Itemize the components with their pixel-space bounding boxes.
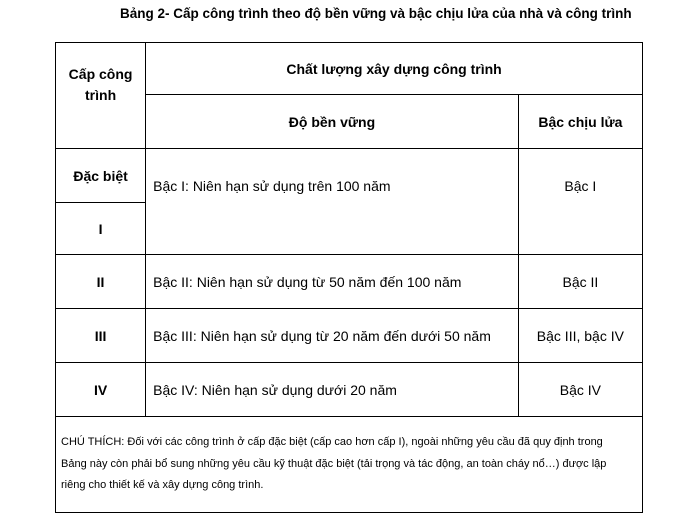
- note-line-1: CHÚ THÍCH: Đối với các công trình ở cấp đặc biệt (cấp cao hơn cấp I), ngoài những yêu cầu đã quy định trong: [61, 436, 603, 449]
- durability-class-2: Bậc II: Niên hạn sử dụng từ 50 năm đến 100 năm: [146, 255, 519, 309]
- header-level-line1: Cấp công: [68, 66, 133, 82]
- table-note: [56, 417, 643, 513]
- fire-class-1: Bậc I: [518, 149, 642, 255]
- level-4: IV: [56, 363, 146, 417]
- header-building-level: [56, 43, 146, 149]
- fire-class-4: Bậc IV: [518, 363, 642, 417]
- fire-class-3: Bậc III, bậc IV: [518, 309, 642, 363]
- building-class-table: [55, 42, 643, 513]
- note-line-2: Bảng này còn phải bổ sung những yêu cầu kỹ thuật đặc biệt (tải trọng và tác động, an toàn cháy nổ…) được lập: [61, 457, 607, 470]
- level-1: I: [56, 203, 146, 255]
- header-fire-rating: Bậc chịu lửa: [518, 95, 642, 149]
- fire-class-2: Bậc II: [518, 255, 642, 309]
- table-title: Bảng 2- Cấp công trình theo độ bền vững và bậc chịu lửa của nhà và công trình: [120, 6, 632, 21]
- note-line-3: riêng cho thiết kế và xây dựng công trình.: [61, 479, 264, 492]
- level-3: III: [56, 309, 146, 363]
- durability-class-3: Bậc III: Niên hạn sử dụng từ 20 năm đến dưới 50 năm: [146, 309, 519, 363]
- header-level-line2: trình: [85, 87, 117, 103]
- level-special: Đặc biệt: [56, 149, 146, 203]
- level-2: II: [56, 255, 146, 309]
- header-durability: Độ bền vững: [146, 95, 519, 149]
- header-construction-quality: Chất lượng xây dựng công trình: [146, 43, 643, 95]
- durability-class-1: Bậc I: Niên hạn sử dụng trên 100 năm: [146, 149, 519, 255]
- durability-class-4: Bậc IV: Niên hạn sử dụng dưới 20 năm: [146, 363, 519, 417]
